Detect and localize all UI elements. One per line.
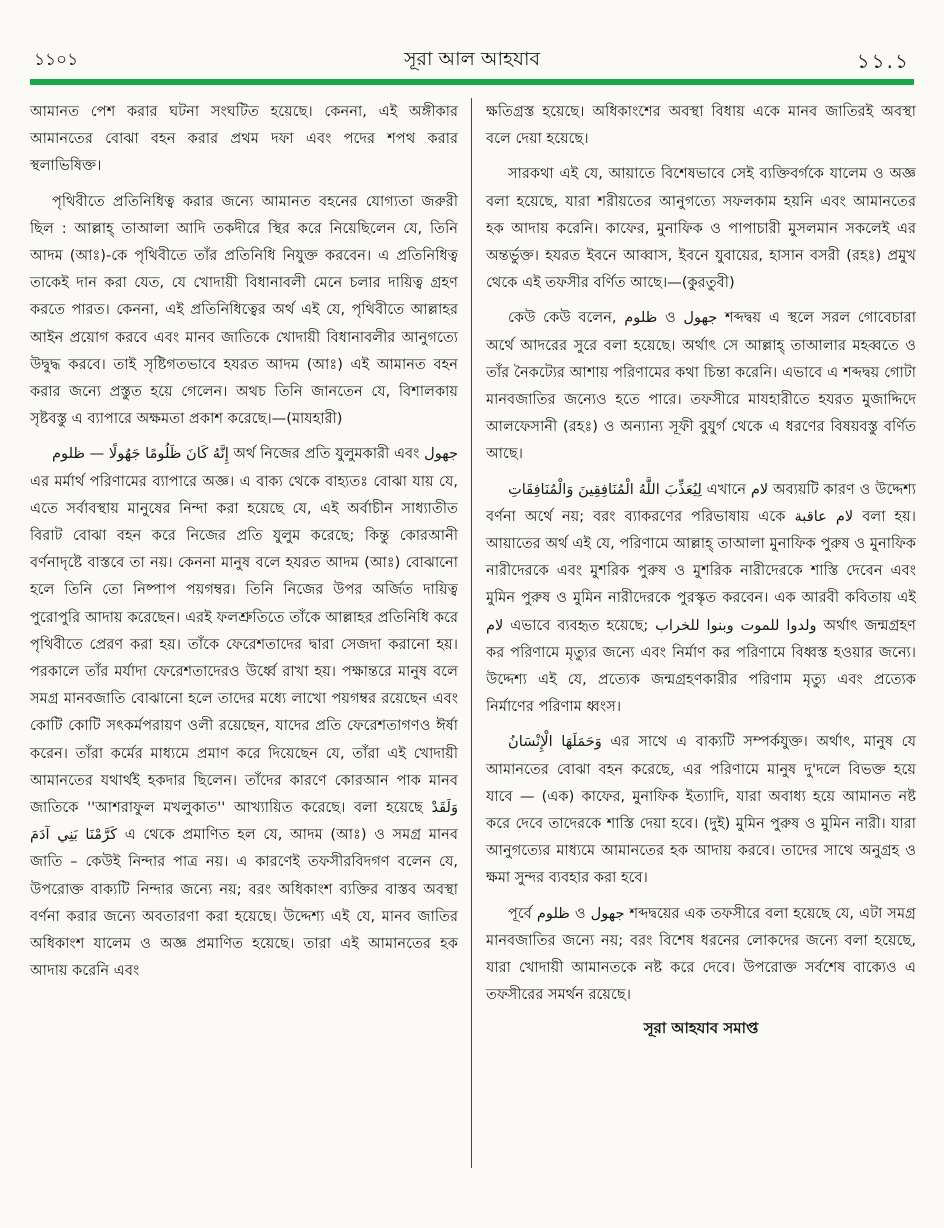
left-paragraph: আমানত পেশ করার ঘটনা সংঘটিত হয়েছে। কেননা, এই অঙ্গীকার আমানতের বোঝা বহন করার প্রথম দফা এবং পদের শপথ করার স্থলাভিষিক্ত। [30, 103, 458, 175]
column-divider [471, 98, 472, 1168]
right-paragraph: لِيُعَذِّبَ اللَّهُ الْمُنَافِقِينَ وَالْمُنَافِقَاتِ এখানে لام অব্যয়টি কারণ ও উদ্দেশ্য বর্ণনা অর্থে নয়; বরং ব্যাকরণের পরিভাষায় একে لام عاقبة বলা হয়। আয়াতের অর্থ এই যে, পরিণামে আল্লাহ্ তাআলা মুনাফিক পুরুষ ও মুনাফিক নারীদেরকে এবং মুশরিক পুরুষ ও মুশরিক নারীদেরকে শাস্তি দেবেন এবং মুমিন পুরুষ ও মুমিন নারীদেরকে পুরস্কৃত করবেন। এক আরবী কবিতায় এই لام এভাবে ব্যবহৃত হয়েছে; ولدوا للموت وبنوا للخراب অর্থাৎ জন্মগ্রহণ কর পরিণামে মৃত্যুর জন্যে এবং নির্মাণ কর পরিণামে বিধ্বস্ত হওয়ার জন্যে। উদ্দেশ্য এই যে, প্রত্যেক জন্মগ্রহণকারীর পরিণাম মৃত্যু এবং প্রত্যেক নির্মাণের পরিণাম ধ্বংস। [486, 480, 916, 716]
right-paragraph: পূর্বে ظلوم ও جهول শব্দদ্বয়ের এক তফসীরে বলা হয়েছে যে, এটা সমগ্র মানবজাতির জন্যে নয়; বরং বিশেষ ধরনের লোকদের জন্যে বলা হয়েছে, যারা খোদায়ী আমানতকে নষ্ট করে দেবে। উপরোক্ত সর্বশেষ বাক্যেও এ তফসীরের সমর্থন রয়েছে। [486, 904, 916, 1004]
left-paragraph: পৃথিবীতে প্রতিনিধিত্ব করার জন্যে আমানত বহনের যোগ্যতা জরুরী ছিল : আল্লাহ্ তাআলা আদি তকদীরে স্থির করে নিয়েছিলেন যে, তিনি আদম (আঃ)-কে পৃথিবীতে তাঁর প্রতিনিধি নিযুক্ত করবেন। এ প্রতিনিধিত্ব তাকেই দান করা যেত, যে খোদায়ী বিধানাবলী মেনে চলার দায়িত্ব গ্রহণ করতে পারত। কেননা, এই প্রতিনিধিত্বের অর্থ এই যে, পৃথিবীতে আল্লাহর আইন প্রয়োগ করবে এবং মানব জাতিকে খোদায়ী বিধানাবলীর আনুগত্যে উদ্বুদ্ধ করবে। তাই সৃষ্টিগতভাবে হযরত আদম (আঃ) এই আমানত বহন করার জন্যে প্রস্তুত হয়ে গেলেন। অথচ তিনি জানতেন যে, বিশালকায় সৃষ্টবস্তু এ ব্যাপারে অক্ষমতা প্রকাশ করেছে।—(মাযহারী) [30, 192, 458, 428]
page-title: সূরা আল আহযাব [403, 48, 541, 70]
surah-end-title: সূরা আহযাব সমাপ্ত [643, 1018, 759, 1037]
right-paragraph: কেউ কেউ বলেন, ظلوم ও جهول শব্দদ্বয় এ স্থলে সরল গোবেচারা অর্থে আদরের সুরে বলা হয়েছে। অর্থাৎ সে আল্লাহ্ তাআলার মহব্বতে ও তাঁর নৈকট্যের আশায় পরিণামের কথা চিন্তা করেনি। এভাবে এ শব্দদ্বয় গোটা মানবজাতির জন্যেও হতে পারে। তফসীরে মাযহারীতে হযরত মুজাদ্দিদে আলফেসানী (রহঃ) ও অন্যান্য সূফী বুযুর্গ থেকে এ ধরণের বিষয়বস্তু বর্ণিত আছে। [486, 309, 916, 463]
right-paragraph: সারকথা এই যে, আয়াতে বিশেষভাবে সেই ব্যক্তিবর্গকে যালেম ও অজ্ঞ বলা হয়েছে, যারা শরীয়তের আনুগত্যে সফলকাম হয়নি এবং আমানতের হক আদায় করেনি। কাফের, মুনাফিক ও পাপাচারী মুসলমান সকলেই এর অন্তর্ভুক্ত। হযরত ইবনে আব্বাস, ইবনে যুবায়ের, হাসান বসরী (রহঃ) প্রমুখ থেকে এই তফসীর বর্ণিত আছে।—(কুরতুবী) [486, 165, 916, 292]
page-number-left: ১১০১ [34, 50, 79, 70]
right-paragraph: ক্ষতিগ্রস্ত হয়েছে। অধিকাংশের অবস্থা বিধায় একে মানব জাতিরই অবস্থা বলে দেয়া হয়েছে। [486, 103, 916, 148]
page-number-right: ১১.১ [856, 49, 910, 73]
left-column [30, 98, 458, 985]
page-header [30, 45, 914, 73]
header-rule [30, 79, 914, 85]
right-paragraph: وَحَمَلَهَا الْإِنْسَانُ এর সাথে এ বাক্যটি সম্পর্কযুক্ত। অর্থাৎ, মানুষ যে আমানতের বোঝা বহন করেছে, এর পরিণামে মানুষ দু'দলে বিভক্ত হয়ে যাবে — (এক) কাফের, মুনাফিক ইত্যাদি, যারা অবাধ্য হয়ে আমানত নষ্ট করে দেবে তাদেরকে শাস্তি দেয়া হবে। (দুই) মুমিন পুরুষ ও মুমিন নারী। যারা আনুগত্যের মাধ্যমে আমানতের হক আদায় করবে। তাদের সাথে অনুগ্রহ ও ক্ষমা সুন্দর ব্যবহার করা হবে। [486, 733, 916, 887]
right-column [486, 98, 916, 1042]
left-paragraph: إِنَّهُ كَانَ ظَلُومًا جَهُولًا — ظلوم অর্থ নিজের প্রতি যুলুমকারী এবং جهول এর মর্মার্থ পরিণামের ব্যাপারে অজ্ঞ। এ বাক্য থেকে বাহ্যতঃ বোঝা যায় যে, এতে সর্বাবস্থায় মানুষের নিন্দা করা হয়েছে যে, এই অর্বাচীন সাধ্যাতীত বিরাট বোঝা বহন করে নিজের প্রতি যুলুম করেছে; কিন্তু কোরআনী বর্ণনাদৃষ্টে বাস্তবে তা নয়। কেননা মানুষ বলে হযরত আদম (আঃ) বোঝানো হলে তিনি তো নিষ্পাপ পয়গম্বর। তিনি নিজের উপর অর্জিত দায়িত্ব পুরোপুরি আদায় করেছেন। এরই ফলশ্রুতিতে তাঁকে আল্লাহর প্রতিনিধি করে পৃথিবীতে প্রেরণ করা হয়। তাঁকে ফেরেশতাদের দ্বারা সেজদা করানো হয়। পরকালে তাঁর মর্যাদা ফেরেশতাদেরও উর্ধ্বে রাখা হয়। পক্ষান্তরে মানুষ বলে সমগ্র মানবজাতি বোঝানো হলে তাদের মধ্যে লাখো পয়গম্বর রয়েছেন এবং কোটি কোটি সৎকর্মপরায়ণ ওলী রয়েছেন, যাদের প্রতি ফেরেশতাগণও ঈর্ষা করেন। তাঁরা কর্মের মাধ্যমে প্রমাণ করে দিয়েছেন যে, তাঁরা এই খোদায়ী আমানতের যথার্থই হকদার ছিলেন। তাঁদের কারণে কোরআন পাক মানব জাতিকে ''আশরাফুল মখলুকাত'' আখ্যায়িত করেছে। বলা হয়েছে وَلَقَدْ كَرَّمْنَا بَنِي آدَمَ এ থেকে প্রমাণিত হল যে, আদম (আঃ) ও সমগ্র মানব জাতি – কেউই নিন্দার পাত্র নয়। এ কারণেই তফসীরবিদগণ বলেন যে, উপরোক্ত বাক্যটি নিন্দার জন্যে নয়; বরং অধিকাংশ ব্যক্তির বাস্তব অবস্থা বর্ণনা করার জন্যে অবতারণা করা হয়েছে। উদ্দেশ্য এই যে, মানব জাতির অধিকাংশ যালেম ও অজ্ঞ প্রমাণিত হয়েছে। তারা এই আমানতের হক আদায় করেনি এবং [30, 445, 458, 980]
